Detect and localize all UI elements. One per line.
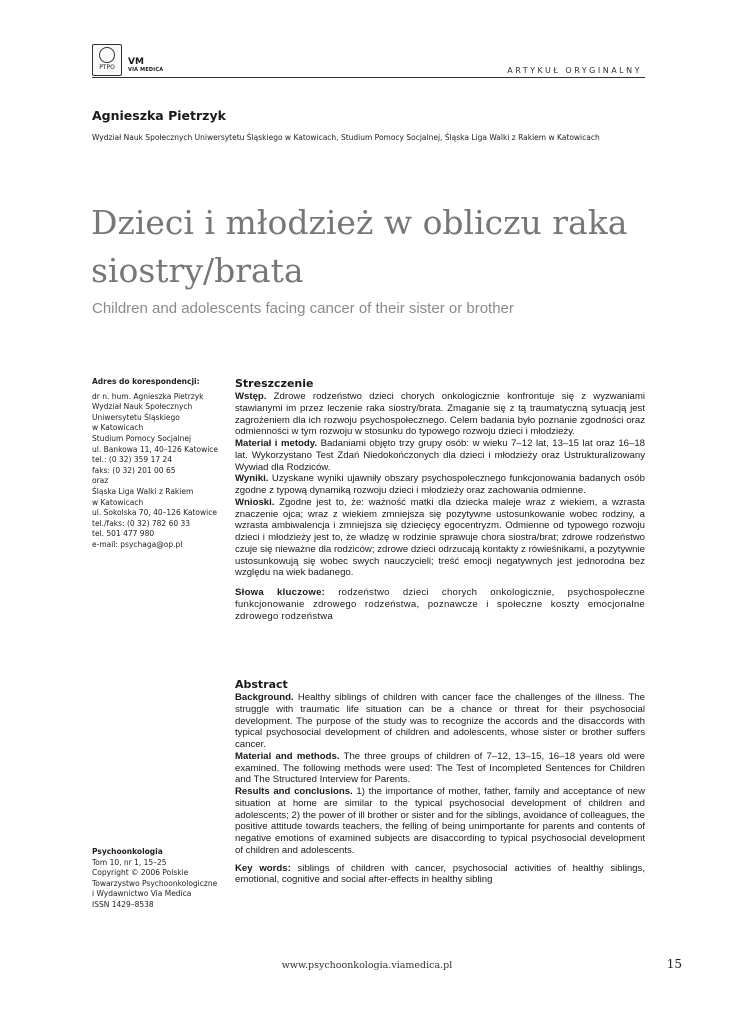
header-divider [92, 77, 645, 78]
correspondence-line: dr n. hum. Agnieszka Pietrzyk [92, 391, 204, 401]
ptpo-logo-text: PTPO [99, 64, 115, 71]
abstract-methods [235, 751, 645, 786]
streszczenie-heading: Streszczenie [235, 377, 314, 390]
correspondence-line: faks: (0 32) 201 00 65 [92, 465, 176, 475]
background-text: Healthy siblings of children with cancer face the challenges of the illness. The struggle with traumatic life situation can be a chance or threat for their psychosocial development. The purpose of the study was to recognize the accords and the disaccords with typical psychosocial development of children and adolescents, whose sister or brother suffers cancer. [235, 692, 645, 750]
slowa-kluczowe-text: rodzeństwo dzieci chorych onkologicznie, psychospołeczne funkcjonowanie zdrowego rodzeństwa, poznawcze i społeczne koszty emocjonalne zdrowego rodzeństwa [235, 587, 645, 622]
streszczenie-metody [235, 438, 645, 473]
journal-info-line: i Wydawnictwo Via Medica [92, 889, 192, 899]
abstract-background [235, 692, 645, 751]
article-title: Dzieci i młodzież w obliczu raka siostry/brata [91, 203, 628, 290]
journal-info-line: Tom 10, nr 1, 15–25 [92, 857, 167, 867]
via-medica-mark: VM [128, 57, 144, 67]
streszczenie-keywords [235, 587, 645, 622]
correspondence-line: w Katowicach [92, 423, 144, 433]
metody-text: Badaniami objęto trzy grupy osób: w wieku 7–12 lat, 13–15 lat oraz 16–18 lat. Wykorzystano Test Zdań Niedokończonych dla dzieci i młodzieży oraz Ustrukturalizowany Wywiad dla Rodziców. [235, 438, 645, 473]
author-name: Agnieszka Pietrzyk [92, 108, 226, 123]
correspondence-line: ul. Bankowa 11, 40–126 Katowice [92, 444, 219, 454]
journal-info-line: ISSN 1429–8538 [92, 899, 154, 909]
correspondence-line: oraz [92, 476, 109, 486]
abstract-results [235, 786, 645, 857]
correspondence-line: Wydział Nauk Społecznych [92, 402, 193, 412]
correspondence-line: Śląska Liga Walki z Rakiem [92, 486, 194, 496]
wnioski-label: Wnioski. [235, 496, 275, 508]
correspondence-email: e-mail: psychaga@op.pl [92, 539, 183, 549]
correspondence-line: ul. Sokolska 70, 40–126 Katowice [92, 508, 217, 518]
background-label: Background. [235, 692, 294, 703]
methods-text: The three groups of children of 7–12, 13–15, 16–18 years old were examined. The following methods were used: The Test of Incompleted Sentences for Children and The Structured Interview for Parents. [235, 750, 645, 786]
via-medica-name: VIA MEDICA [128, 67, 164, 73]
correspondence-line: Uniwersytetu Śląskiego [92, 412, 180, 422]
journal-info-block [92, 847, 228, 911]
journal-url: www.psychoonkologia.viamedica.pl [281, 960, 453, 971]
publisher-logos [92, 44, 164, 78]
wstep-label: Wstęp. [235, 391, 267, 402]
methods-label: Material and methods. [235, 750, 340, 762]
key-words-text: siblings of children with cancer, psychosocial activities of healthy siblings, emotional, cognitive and social after-effects in healthy sibling [235, 862, 645, 886]
abstract-section [235, 678, 645, 886]
correspondence-line: tel./faks: (0 32) 782 60 33 [92, 518, 191, 528]
results-text: 1) the importance of mother, father, family and acceptance of new situation at home are similar to the typical psychosocial development of children and adolescents; 2) the power of ill brother or sister and for the siblings, avoidance of colleagues, the positive attitude towards teachers, the felling of being unimportante for parents and contents of negative emotions of examined subjects are disaccording to typical psychosocial development of children and adolescents. [235, 786, 645, 856]
wyniki-text: Uzyskane wyniki ujawniły obszary psychospołecznego funkcjonowania badanych osób zgodne z typową dynamiką rozwoju dzieci i młodzieży oraz zachowania odmienne. [235, 473, 645, 496]
section-label: ARTYKUŁ ORYGINALNY [507, 66, 642, 75]
streszczenie-wstep [235, 391, 645, 438]
metody-label: Materiał i metody. [235, 438, 318, 449]
wyniki-label: Wyniki. [235, 473, 269, 485]
correspondence-block [92, 377, 228, 551]
ptpo-logo [92, 44, 122, 76]
streszczenie-wyniki [235, 473, 645, 497]
abstract-heading: Abstract [235, 678, 288, 691]
journal-name: Psychoonkologia [92, 847, 163, 856]
wnioski-text: Zgodne jest to, że: ważność matki dla dziecka maleje wraz z wiekiem, a wzrasta znaczenie ojca; wraz z wiekiem zmniejsza się pozytywne ustosunkowanie wobec rodziny, a wzrasta ambiwalencja i zmniejsza się dziecięcy egocentryzm. Odmienne od typowego rozwoju dzieci i młodzieży jest to, że władzę w rodzinie sprawuje chora siostra/brat; zdrowe rodzeństwo czuje się nieważne dla rodziców; zdrowe dzieci odrzucają kontakty z rówieśnikami, a pozytywnie ustosunkowują się wobec swych nauczycieli; treść emocji negatywnych jest jednorodna bez względu na wiek badanego. [235, 496, 645, 579]
via-medica-logo [128, 58, 164, 76]
journal-info-line: Copyright © 2006 Polskie [92, 868, 189, 878]
correspondence-line: w Katowicach [92, 497, 144, 507]
streszczenie-wnioski [235, 497, 645, 579]
streszczenie-section [235, 377, 645, 622]
correspondence-line: tel. 501 477 980 [92, 529, 155, 539]
author-affiliation: Wydział Nauk Społecznych Uniwersytetu Śląskiego w Katowicach, Studium Pomocy Socjalnej, Śląska Liga Walki z Rakiem w Katowicach [92, 133, 600, 142]
results-label: Results and conclusions. [235, 786, 353, 797]
correspondence-heading: Adres do korespondencji: [92, 377, 200, 386]
ptpo-emblem-icon [99, 47, 115, 63]
wstep-text: Zdrowe rodzeństwo dzieci chorych onkologicznie konfrontuje się z wyzwaniami stawianymi im przez leczenie raka siostry/brata. Zmaganie się z tą traumatyczną sytuacją jest zagrożeniem dla ich rozwoju psychospołecznego. Celem badania było poznanie zgodności oraz odmienności w tym rozwoju w stosunku do typowego rozwoju dzieci i młodzieży. [235, 391, 645, 438]
slowa-kluczowe-label: Słowa kluczowe: [235, 587, 326, 598]
page-number: 15 [666, 957, 682, 971]
abstract-keywords [235, 863, 645, 887]
key-words-label: Key words: [235, 862, 291, 874]
correspondence-line: tel.: (0 32) 359 17 24 [92, 455, 173, 465]
article-subtitle: Children and adolescents facing cancer of their sister or brother [92, 300, 514, 317]
correspondence-line: Studium Pomocy Socjalnej [92, 433, 192, 443]
journal-info-line: Towarzystwo Psychoonkologiczne [92, 878, 218, 888]
